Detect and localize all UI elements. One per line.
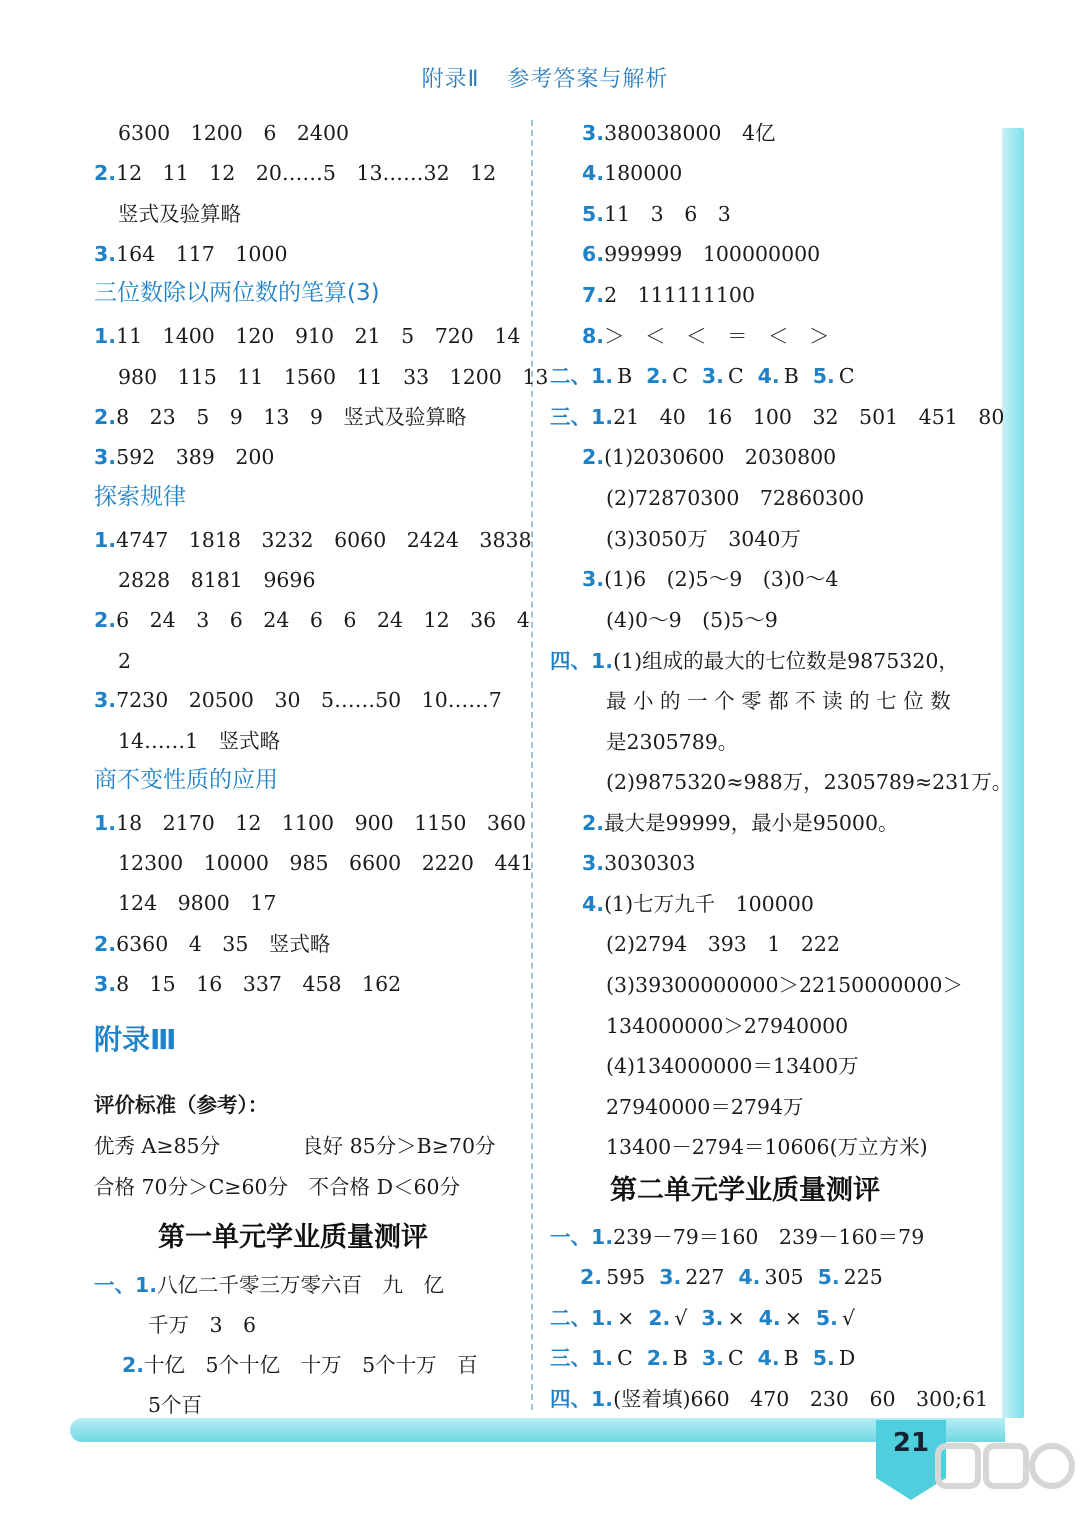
answer-item bbox=[582, 120, 776, 146]
item-number: 3. bbox=[94, 445, 117, 469]
page-header bbox=[0, 62, 1090, 93]
item-number: 四、1. bbox=[550, 649, 614, 673]
item-number: 2. bbox=[94, 932, 117, 956]
item-answer: 7230 20500 30 5……50 10……7 bbox=[116, 688, 502, 712]
choice-answer: C bbox=[838, 364, 855, 388]
item-number: 3. bbox=[94, 242, 117, 266]
item-answer: 2 111111100 bbox=[604, 283, 755, 307]
item-number: 2. bbox=[648, 1306, 671, 1330]
item-number: 2. bbox=[646, 364, 669, 388]
header-appendix: 附录Ⅱ bbox=[421, 67, 480, 92]
item-answer: 18 2170 12 1100 900 1150 360 bbox=[116, 811, 527, 835]
answer-item bbox=[94, 527, 532, 553]
item-number: 7. bbox=[582, 283, 605, 307]
choice-row bbox=[550, 363, 855, 389]
item-answer: 999999 100000000 bbox=[604, 242, 821, 266]
watermark-logo bbox=[930, 1440, 1080, 1530]
answer-line: 5个百 bbox=[148, 1393, 203, 1417]
item-number: 二、1. bbox=[550, 364, 614, 388]
item-number: 2. bbox=[582, 445, 605, 469]
item-number: 5. bbox=[815, 1306, 838, 1330]
item-number: 4. bbox=[758, 1306, 781, 1330]
answer-line: 千万 3 6 bbox=[148, 1313, 257, 1337]
answer-line: 优秀 A≥85分 良好 85分＞B≥70分 bbox=[94, 1134, 496, 1158]
header-title: 参考答案与解析 bbox=[507, 67, 669, 92]
answer-line: 竖式及验算略 bbox=[118, 202, 241, 226]
answer-item bbox=[94, 971, 401, 997]
answer-item bbox=[550, 1224, 924, 1250]
item-number: 8. bbox=[582, 324, 605, 348]
criteria-heading: 评价标准（参考）： bbox=[94, 1093, 269, 1117]
choice-row bbox=[580, 1264, 883, 1290]
answer-item bbox=[582, 282, 755, 308]
item-number: 1. bbox=[94, 528, 117, 552]
item-answer: (1)组成的最大的七位数是9875320， bbox=[613, 649, 959, 673]
item-number: 2. bbox=[646, 1346, 669, 1370]
answer-line: 最 小 的 一 个 零 都 不 读 的 七 位 数 bbox=[606, 689, 951, 713]
column-divider bbox=[531, 120, 533, 1410]
page-number: 21 bbox=[892, 1428, 930, 1458]
item-number: 4. bbox=[757, 364, 780, 388]
answer-line: 124 9800 17 bbox=[118, 891, 277, 915]
choice-answer: B bbox=[617, 364, 633, 388]
item-number: 1. bbox=[94, 324, 117, 348]
choice-answer: 225 bbox=[843, 1265, 883, 1289]
item-answer: 3030303 bbox=[604, 851, 696, 875]
choice-answer: B bbox=[783, 1346, 799, 1370]
choice-answer: C bbox=[617, 1346, 633, 1370]
answer-line: 980 115 11 1560 11 33 1200 13 bbox=[118, 365, 549, 389]
answer-item bbox=[94, 323, 520, 349]
answer-line: 12300 10000 985 6600 2220 441 bbox=[118, 851, 534, 875]
answer-line: (2)72870300 72860300 bbox=[606, 486, 865, 510]
answer-line: (4)0～9 (5)5～9 bbox=[606, 608, 778, 632]
item-answer: 380038000 4亿 bbox=[604, 121, 776, 145]
section-heading: 探索规律 bbox=[94, 484, 186, 510]
item-number: 1. bbox=[94, 811, 117, 835]
item-number: 一、1. bbox=[94, 1273, 158, 1297]
answer-item bbox=[582, 444, 836, 470]
item-answer: (1)七万九千 100000 bbox=[604, 892, 814, 916]
item-number: 2. bbox=[94, 405, 117, 429]
choice-answer: × bbox=[784, 1306, 802, 1330]
answer-item bbox=[94, 810, 526, 836]
item-number: 5. bbox=[812, 364, 835, 388]
item-answer: 180000 bbox=[604, 161, 683, 185]
answer-item bbox=[94, 404, 466, 430]
answer-item bbox=[582, 241, 820, 267]
choice-answer: × bbox=[617, 1306, 635, 1330]
item-number: 4. bbox=[582, 892, 605, 916]
item-number: 三、1. bbox=[550, 405, 614, 429]
answer-line: (3)39300000000＞22150000000＞ bbox=[606, 973, 963, 997]
answer-item bbox=[582, 160, 682, 186]
answer-line: 134000000＞27940000 bbox=[606, 1014, 849, 1038]
item-number: 3. bbox=[701, 1306, 724, 1330]
choice-answer: C bbox=[727, 364, 744, 388]
item-number: 6. bbox=[582, 242, 605, 266]
answer-item bbox=[550, 648, 959, 674]
answer-item bbox=[550, 404, 1004, 430]
bottom-decor-bar bbox=[70, 1418, 1005, 1442]
answer-item bbox=[582, 201, 731, 227]
item-answer: 12 11 12 20……5 13……32 12 bbox=[116, 161, 497, 185]
answer-item bbox=[582, 810, 899, 836]
answer-item bbox=[94, 687, 502, 713]
answer-line: (4)134000000＝13400万 bbox=[606, 1054, 859, 1078]
choice-answer: √ bbox=[674, 1306, 688, 1330]
answer-item bbox=[582, 323, 830, 349]
item-answer: (竖着填)660 470 230 60 300;61 bbox=[613, 1387, 989, 1411]
answer-line: 是2305789。 bbox=[606, 730, 739, 754]
item-answer: 4747 1818 3232 6060 2424 3838 bbox=[116, 528, 532, 552]
answer-item bbox=[94, 931, 330, 957]
answer-line: 2828 8181 9696 bbox=[118, 568, 316, 592]
choice-row bbox=[550, 1345, 855, 1371]
choice-row bbox=[550, 1305, 855, 1331]
item-number: 一、1. bbox=[550, 1225, 614, 1249]
item-number: 二、1. bbox=[550, 1306, 614, 1330]
answer-line: 6300 1200 6 2400 bbox=[118, 121, 350, 145]
section-heading: 三位数除以两位数的笔算(3) bbox=[94, 280, 380, 306]
item-answer: 592 389 200 bbox=[116, 445, 275, 469]
choice-answer: 595 bbox=[606, 1265, 646, 1289]
item-number: 四、1. bbox=[550, 1387, 614, 1411]
choice-answer: 305 bbox=[764, 1265, 804, 1289]
item-number: 3. bbox=[582, 567, 605, 591]
item-number: 3. bbox=[94, 688, 117, 712]
item-number: 5. bbox=[817, 1265, 840, 1289]
choice-answer: √ bbox=[841, 1306, 856, 1330]
choice-answer: 227 bbox=[685, 1265, 725, 1289]
item-number: 4. bbox=[757, 1346, 780, 1370]
unit-test-title: 第二单元学业质量测评 bbox=[610, 1175, 880, 1206]
item-answer: 164 117 1000 bbox=[116, 242, 288, 266]
choice-answer: C bbox=[672, 364, 688, 388]
section-heading: 商不变性质的应用 bbox=[94, 767, 278, 793]
item-answer: 8 23 5 9 13 9 竖式及验算略 bbox=[116, 405, 467, 429]
item-number: 4. bbox=[738, 1265, 761, 1289]
answer-item bbox=[94, 607, 530, 633]
item-number: 2. bbox=[94, 608, 117, 632]
item-answer: (1)6 (2)5～9 (3)0～4 bbox=[604, 567, 839, 591]
item-answer: 八亿二千零三万零六百 九 亿 bbox=[157, 1273, 445, 1297]
item-answer: ＞ ＜ ＜ ＝ ＜ ＞ bbox=[604, 324, 830, 348]
answer-line: (2)2794 393 1 222 bbox=[606, 932, 841, 956]
item-answer: 11 1400 120 910 21 5 720 14 bbox=[116, 324, 521, 348]
item-number: 5. bbox=[812, 1346, 835, 1370]
item-number: 3. bbox=[701, 1346, 724, 1370]
item-number: 三、1. bbox=[550, 1346, 614, 1370]
item-number: 3. bbox=[582, 121, 605, 145]
answer-line: (2)9875320≈988万，2305789≈231万。 bbox=[606, 770, 1013, 794]
item-answer: 6 24 3 6 24 6 6 24 12 36 4 bbox=[116, 608, 530, 632]
item-number: 5. bbox=[582, 202, 605, 226]
choice-answer: B bbox=[672, 1346, 688, 1370]
choice-answer: D bbox=[838, 1346, 856, 1370]
answer-item bbox=[94, 444, 274, 470]
choice-answer: B bbox=[783, 364, 799, 388]
item-answer: 239－79＝160 239－160＝79 bbox=[613, 1225, 925, 1249]
item-answer: 21 40 16 100 32 501 451 80 bbox=[613, 405, 1005, 429]
answer-item bbox=[94, 1272, 444, 1298]
answer-line: 2 bbox=[118, 649, 132, 673]
answer-line: 13400－2794＝10606(万立方米) bbox=[606, 1135, 928, 1159]
item-number: 4. bbox=[582, 161, 605, 185]
item-number: 2. bbox=[580, 1265, 603, 1289]
item-answer: 11 3 6 3 bbox=[604, 202, 731, 226]
answer-item bbox=[582, 891, 814, 917]
item-answer: 最大是99999，最小是95000。 bbox=[604, 811, 899, 835]
answer-item bbox=[94, 160, 496, 186]
answer-line: 14……1 竖式略 bbox=[118, 729, 281, 753]
answer-item bbox=[122, 1352, 478, 1378]
item-answer: 8 15 16 337 458 162 bbox=[116, 972, 402, 996]
item-number: 2. bbox=[94, 161, 117, 185]
item-number: 3. bbox=[659, 1265, 682, 1289]
answer-item bbox=[582, 850, 695, 876]
appendix-heading: 附录Ⅲ bbox=[94, 1023, 177, 1056]
answer-line: 27940000＝2794万 bbox=[606, 1095, 804, 1119]
choice-answer: × bbox=[727, 1306, 745, 1330]
item-number: 3. bbox=[582, 851, 605, 875]
item-number: 3. bbox=[94, 972, 117, 996]
item-number: 2. bbox=[582, 811, 605, 835]
answer-line: (3)3050万 3040万 bbox=[606, 527, 801, 551]
item-answer: 十亿 5个十亿 十万 5个十万 百 bbox=[144, 1353, 478, 1377]
answer-item bbox=[582, 566, 838, 592]
item-number: 2. bbox=[122, 1353, 145, 1377]
answer-line: 合格 70分＞C≥60分 不合格 D＜60分 bbox=[94, 1175, 461, 1199]
item-answer: 6360 4 35 竖式略 bbox=[116, 932, 331, 956]
choice-answer: C bbox=[727, 1346, 744, 1370]
item-number: 3. bbox=[701, 364, 724, 388]
unit-test-title: 第一单元学业质量测评 bbox=[158, 1222, 428, 1253]
item-answer: (1)2030600 2030800 bbox=[604, 445, 837, 469]
answer-item bbox=[550, 1386, 988, 1412]
answer-item bbox=[94, 241, 288, 267]
